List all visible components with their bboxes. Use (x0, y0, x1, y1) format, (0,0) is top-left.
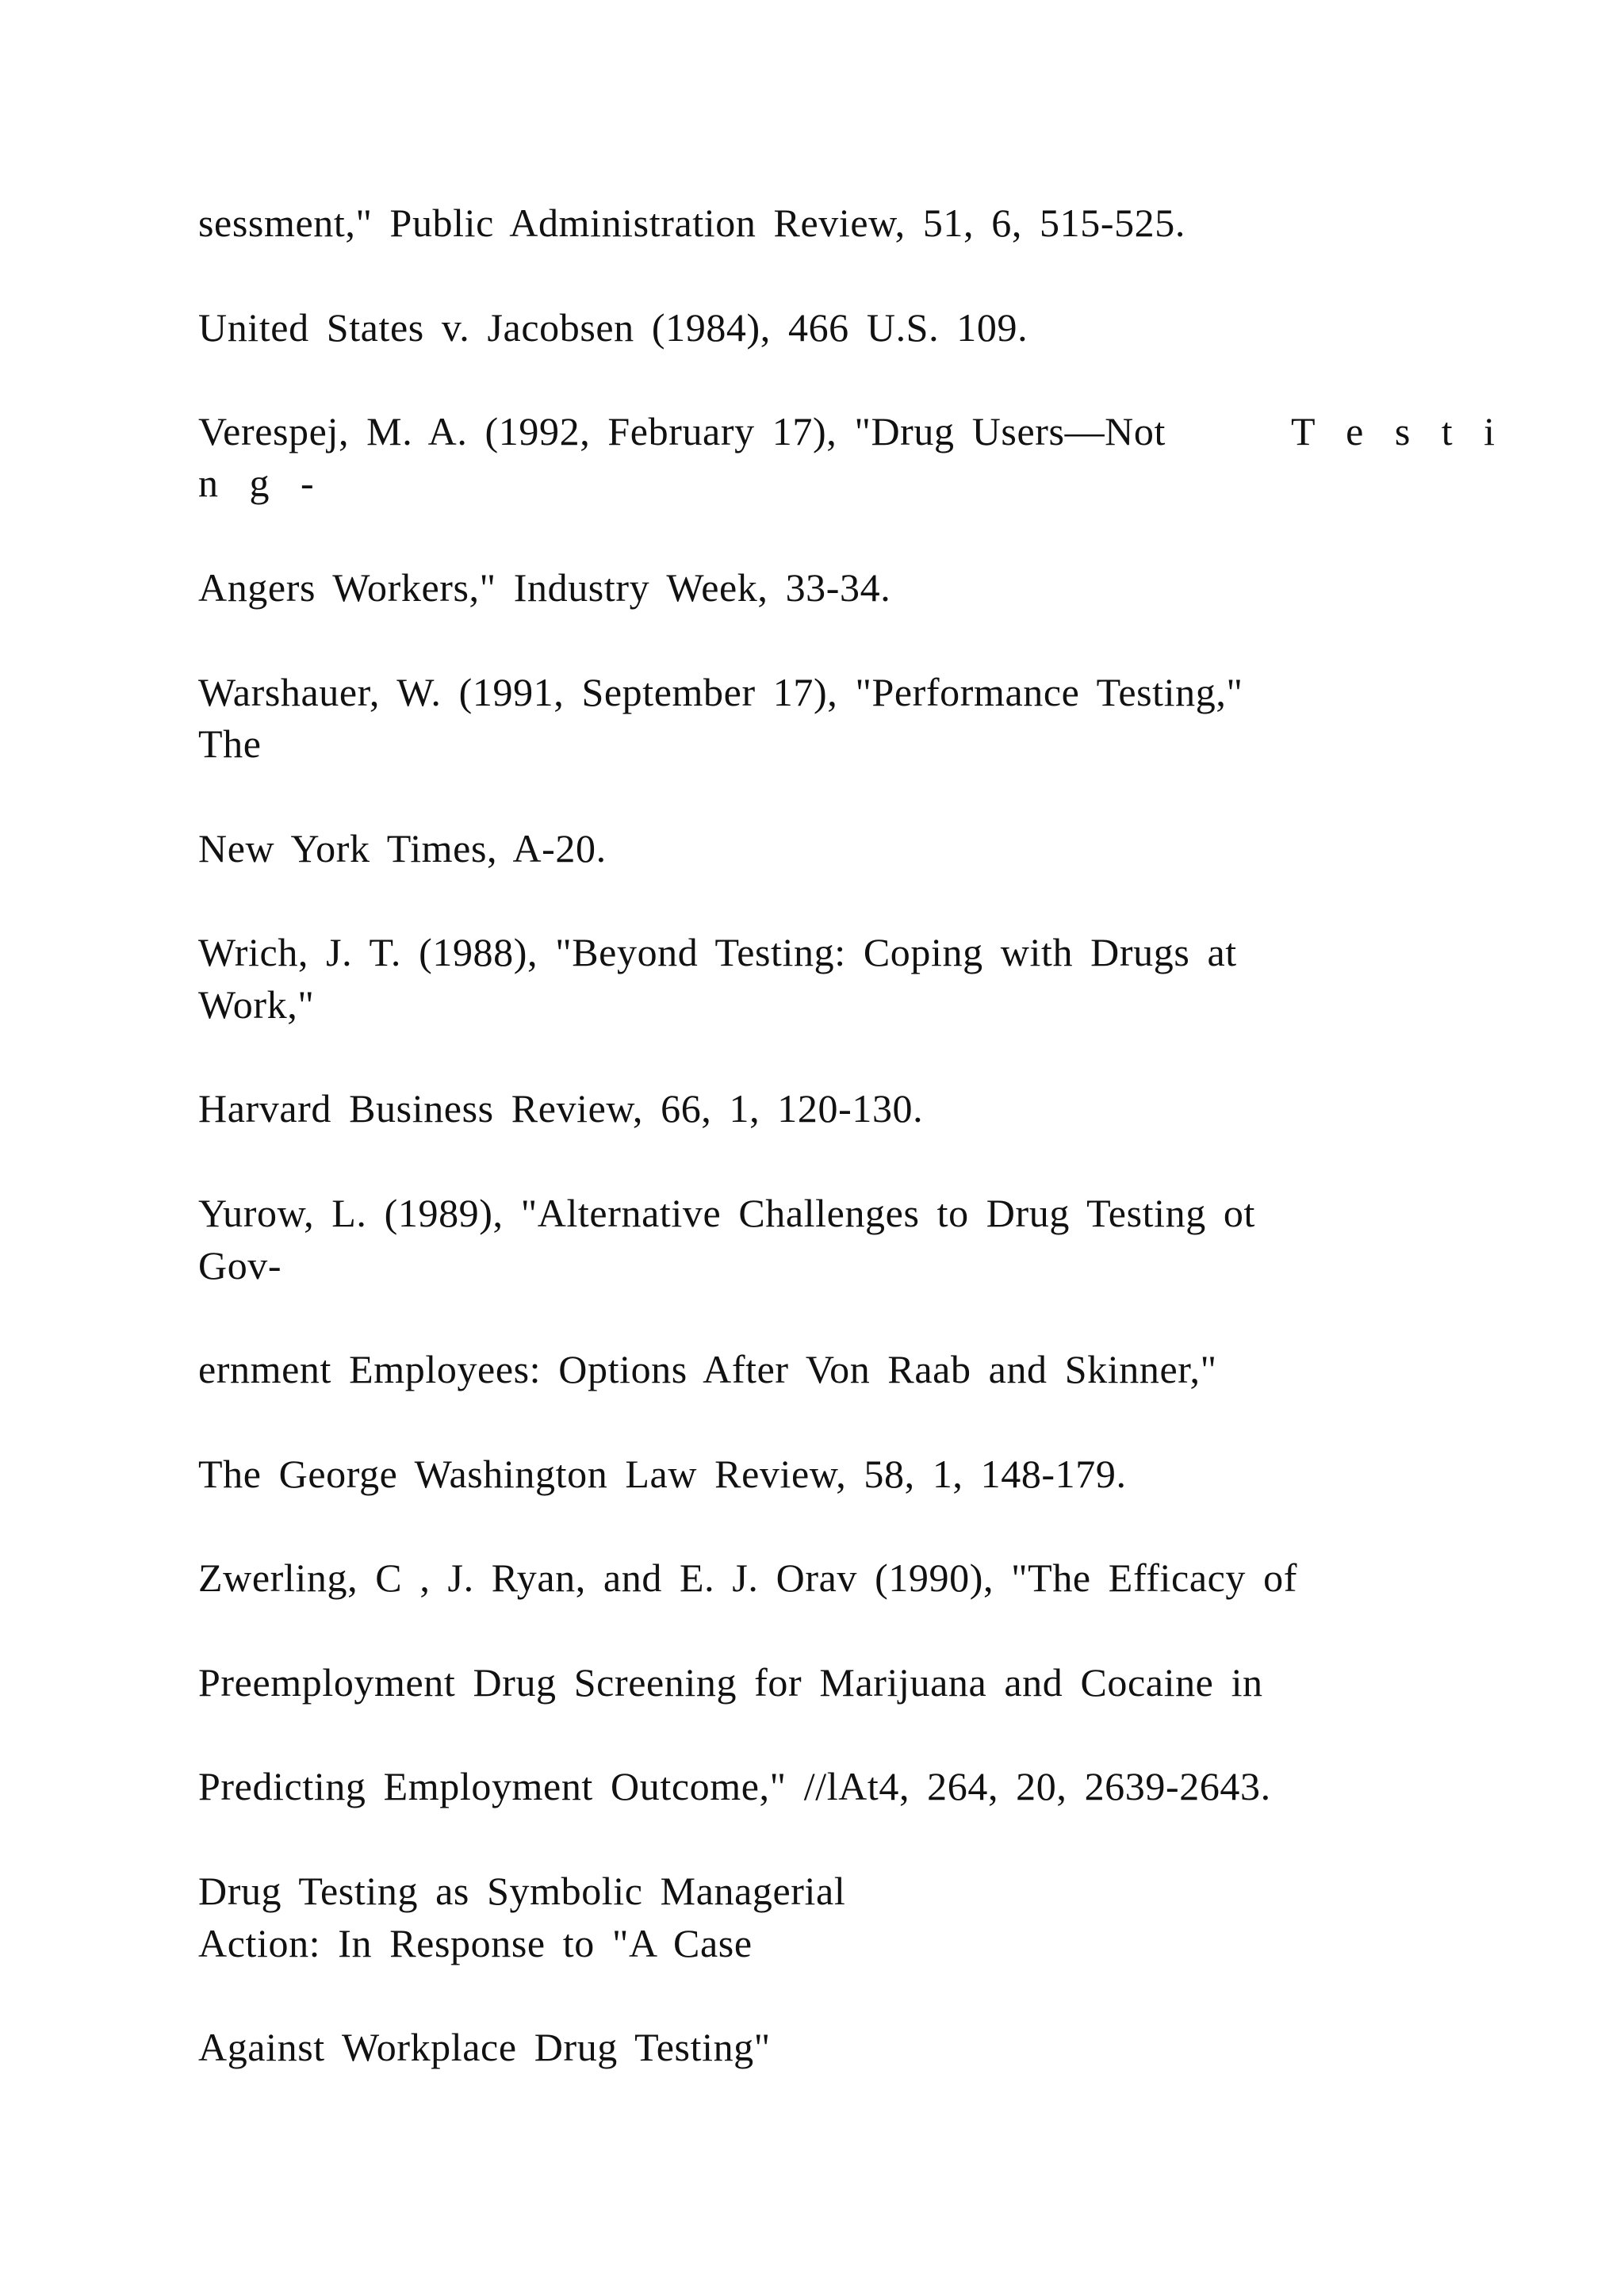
article-title-line: Action: In Response to "A Case (198, 1921, 753, 1965)
article-title-line: Against Workplace Drug Testing" (198, 2025, 771, 2069)
reference-line: The George Washington Law Review, 58, 1, 148-179. (198, 1452, 1127, 1496)
reference-line: The (198, 721, 262, 766)
reference-line: Wrich, J. T. (1988), "Beyond Testing: Coping with Drugs at (198, 930, 1237, 974)
article-title-line: Drug Testing as Symbolic Managerial (198, 1869, 846, 1913)
reference-line: New York Times, A-20. (198, 826, 607, 871)
reference-line: Warshauer, W. (1991, September 17), "Performance Testing," (198, 670, 1243, 714)
reference-line: Zwerling, C , J. Ryan, and E. J. Orav (1990), "The Efficacy of (198, 1556, 1297, 1600)
reference-line: Angers Workers," Industry Week, 33-34. (198, 565, 891, 610)
reference-line: sessment," Public Administration Review, 51, 6, 515-525. (198, 201, 1185, 245)
reference-line: Preemployment Drug Screening for Marijuana and Cocaine in (198, 1660, 1263, 1705)
reference-line-spaced: T e s t i (1291, 409, 1503, 453)
reference-line: Harvard Business Review, 66, 1, 120-130. (198, 1086, 924, 1131)
reference-line-spaced: n g - (198, 461, 321, 505)
reference-line: Gov- (198, 1243, 282, 1288)
reference-line: Work," (198, 982, 315, 1027)
reference-line: ernment Employees: Options After Von Raab and Skinner," (198, 1347, 1217, 1391)
reference-line: Yurow, L. (1989), "Alternative Challenges to Drug Testing ot (198, 1191, 1256, 1235)
reference-line: Predicting Employment Outcome," //lAt4, 264, 20, 2639-2643. (198, 1764, 1271, 1808)
reference-line: Verespej, M. A. (1992, February 17), "Drug Users—Not (198, 409, 1166, 453)
reference-line: United States v. Jacobsen (1984), 466 U.S. 109. (198, 305, 1028, 350)
